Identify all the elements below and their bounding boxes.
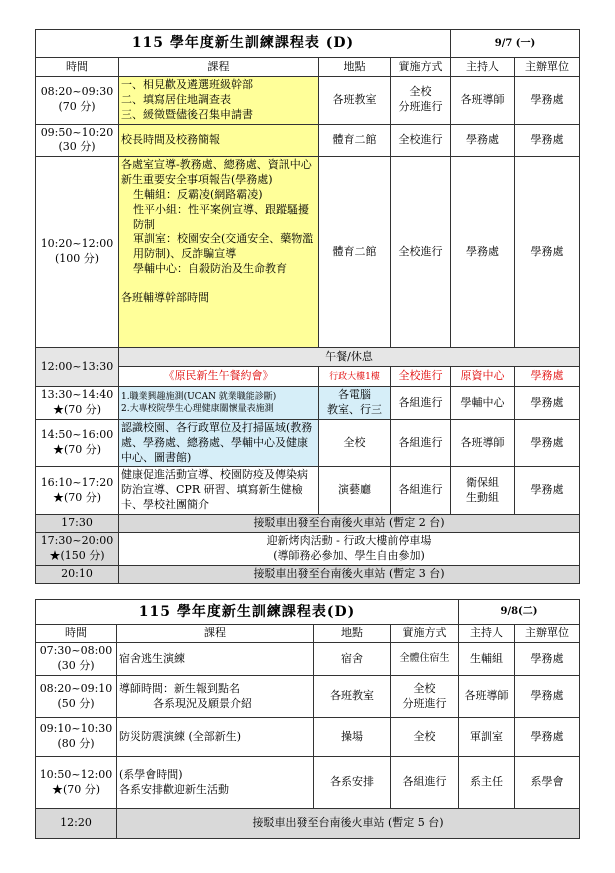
bbq-event: 迎新烤肉活動 - 行政大樓前停車場 (導師務必參加、學生自由參加)	[119, 532, 580, 565]
table-row	[36, 387, 580, 420]
time-cell: 20:10	[36, 565, 119, 583]
course-cell: 防災防震演練 (全部新生)	[117, 718, 314, 757]
unit-cell: 學務處	[515, 77, 580, 125]
host-cell: 學務處	[451, 124, 515, 157]
course-cell: 宿舍逃生演練	[117, 643, 314, 676]
method-cell: 全體住宿生	[391, 643, 459, 676]
time-cell: 17:30~20:00 ★(150 分)	[36, 532, 119, 565]
place-cell: 各班教室	[319, 77, 391, 125]
place-cell: 各班教室	[314, 676, 391, 718]
shuttle-note: 接駁車出發至台南後火車站 (暫定 2 台)	[119, 514, 580, 532]
time-cell: 09:50~10:20 (30 分)	[36, 124, 119, 157]
place-cell: 各系安排	[314, 757, 391, 809]
shuttle-note: 接駁車出發至台南後火車站 (暫定 3 台)	[119, 565, 580, 583]
col-header-course: 課程	[117, 625, 314, 643]
method-cell: 各組進行	[391, 467, 451, 515]
host-cell: 各班導師	[451, 77, 515, 125]
host-cell: 軍訓室	[459, 718, 515, 757]
table-row	[36, 419, 580, 467]
table-row	[36, 77, 580, 125]
method-cell: 全校	[391, 718, 459, 757]
time-cell: 08:20~09:10 (50 分)	[36, 676, 117, 718]
table-row	[36, 565, 580, 583]
col-header-course: 課程	[119, 58, 319, 77]
col-header-place: 地點	[314, 625, 391, 643]
method-cell: 各組進行	[391, 757, 459, 809]
method-cell: 全校進行	[391, 367, 451, 387]
unit-cell: 學務處	[515, 718, 580, 757]
course-cell: 認識校園、各行政單位及打掃區域(教務處、學務處、總務處、學輔中心及健康中心、圖書館)	[119, 419, 319, 467]
course-cell: 健康促進活動宣導、校園防疫及傳染病防治宣導、CPR 研習、填寫新生健檢卡、學校社團簡介	[119, 467, 319, 515]
host-cell: 學務處	[451, 157, 515, 348]
col-header-time: 時間	[36, 58, 119, 77]
place-cell: 行政大樓1樓	[319, 367, 391, 387]
course-cell: 導師時間：新生報到點名 各系現況及願景介紹	[117, 676, 314, 718]
method-cell: 全校 分班進行	[391, 77, 451, 125]
place-cell: 全校	[319, 419, 391, 467]
place-cell: 各電腦 教室、行三	[319, 387, 391, 420]
course-cell: 一、相見歡及遴選班級幹部 二、填寫居住地調查表 三、緩徵暨儘後召集申請書	[119, 77, 319, 125]
time-cell: 17:30	[36, 514, 119, 532]
col-header-method: 實施方式	[391, 625, 459, 643]
unit-cell: 學務處	[515, 419, 580, 467]
method-cell: 全校進行	[391, 157, 451, 348]
table-row	[36, 124, 580, 157]
course-cell: 校長時間及校務簡報	[119, 124, 319, 157]
shuttle-note: 接駁車出發至台南後火車站 (暫定 5 台)	[117, 809, 580, 839]
col-header-unit: 主辦單位	[515, 58, 580, 77]
unit-cell: 學務處	[515, 643, 580, 676]
table-row	[36, 757, 580, 809]
col-header-unit: 主辦單位	[515, 625, 580, 643]
table-row	[36, 514, 580, 532]
time-cell: 16:10~17:20 ★(70 分)	[36, 467, 119, 515]
time-cell: 12:00~13:30	[36, 348, 119, 387]
col-header-time: 時間	[36, 625, 117, 643]
time-cell: 08:20~09:30 (70 分)	[36, 77, 119, 125]
table-row	[36, 809, 580, 839]
unit-cell: 學務處	[515, 387, 580, 420]
time-cell: 07:30~08:00 (30 分)	[36, 643, 117, 676]
host-cell: 原資中心	[451, 367, 515, 387]
method-cell: 各組進行	[391, 419, 451, 467]
place-cell: 宿舍	[314, 643, 391, 676]
header-row	[36, 625, 580, 643]
schedule-date: 9/8(二)	[459, 600, 580, 625]
time-cell: 10:20~12:00 (100 分)	[36, 157, 119, 348]
place-cell: 體育二館	[319, 157, 391, 348]
schedule-table-day2	[35, 599, 580, 839]
table-row	[36, 643, 580, 676]
time-cell: 10:50~12:00 ★(70 分)	[36, 757, 117, 809]
schedule-title: 115 學年度新生訓練課程表 (D)	[36, 30, 451, 58]
col-header-host: 主持人	[459, 625, 515, 643]
place-cell: 演藝廳	[319, 467, 391, 515]
host-cell: 各班導師	[451, 419, 515, 467]
time-cell: 12:20	[36, 809, 117, 839]
method-cell: 全校進行	[391, 124, 451, 157]
time-cell: 13:30~14:40 ★(70 分)	[36, 387, 119, 420]
table-row	[36, 676, 580, 718]
unit-cell: 系學會	[515, 757, 580, 809]
host-cell: 學輔中心	[451, 387, 515, 420]
time-cell: 14:50~16:00 ★(70 分)	[36, 419, 119, 467]
place-cell: 操場	[314, 718, 391, 757]
unit-cell: 學務處	[515, 676, 580, 718]
host-cell: 生輔組	[459, 643, 515, 676]
course-cell: (系學會時間) 各系安排歡迎新生活動	[117, 757, 314, 809]
table-row	[36, 718, 580, 757]
unit-cell: 學務處	[515, 124, 580, 157]
host-cell: 系主任	[459, 757, 515, 809]
schedule-title: 115 學年度新生訓練課程表(D)	[36, 600, 459, 625]
time-cell: 09:10~10:30 (80 分)	[36, 718, 117, 757]
col-header-host: 主持人	[451, 58, 515, 77]
table-row	[36, 348, 580, 367]
col-header-place: 地點	[319, 58, 391, 77]
unit-cell: 學務處	[515, 467, 580, 515]
table-row	[36, 157, 580, 348]
course-cell: 1.職業興趣施測(UCAN 就業職能診斷) 2.大專校院學生心理健康關懷量表施測	[119, 387, 319, 420]
schedule-date: 9/7 (一)	[451, 30, 580, 58]
unit-cell: 學務處	[515, 367, 580, 387]
method-cell: 全校 分班進行	[391, 676, 459, 718]
unit-cell: 學務處	[515, 157, 580, 348]
table-row	[36, 467, 580, 515]
event-cell: 《原民新生午餐約會》	[119, 367, 319, 387]
table-row	[36, 532, 580, 565]
header-row	[36, 58, 580, 77]
place-cell: 體育二館	[319, 124, 391, 157]
col-header-method: 實施方式	[391, 58, 451, 77]
course-cell: 各處室宣導-教務處、總務處、資訊中心 新生重要安全事項報告(學務處) 生輔組：反霸凌(網路霸凌) 性平小組：性平案例宣導、跟蹤騷擾防制 軍訓室：校園安全(交通安全、藥物濫用防制)、反詐騙宣導 學輔中心：自殺防治及生命教育 各班輔導幹部時間	[119, 157, 319, 348]
schedule-table-day1	[35, 29, 580, 584]
lunch-label: 午餐/休息	[119, 348, 580, 367]
host-cell: 各班導師	[459, 676, 515, 718]
method-cell: 各組進行	[391, 387, 451, 420]
host-cell: 衛保組 生動組	[451, 467, 515, 515]
